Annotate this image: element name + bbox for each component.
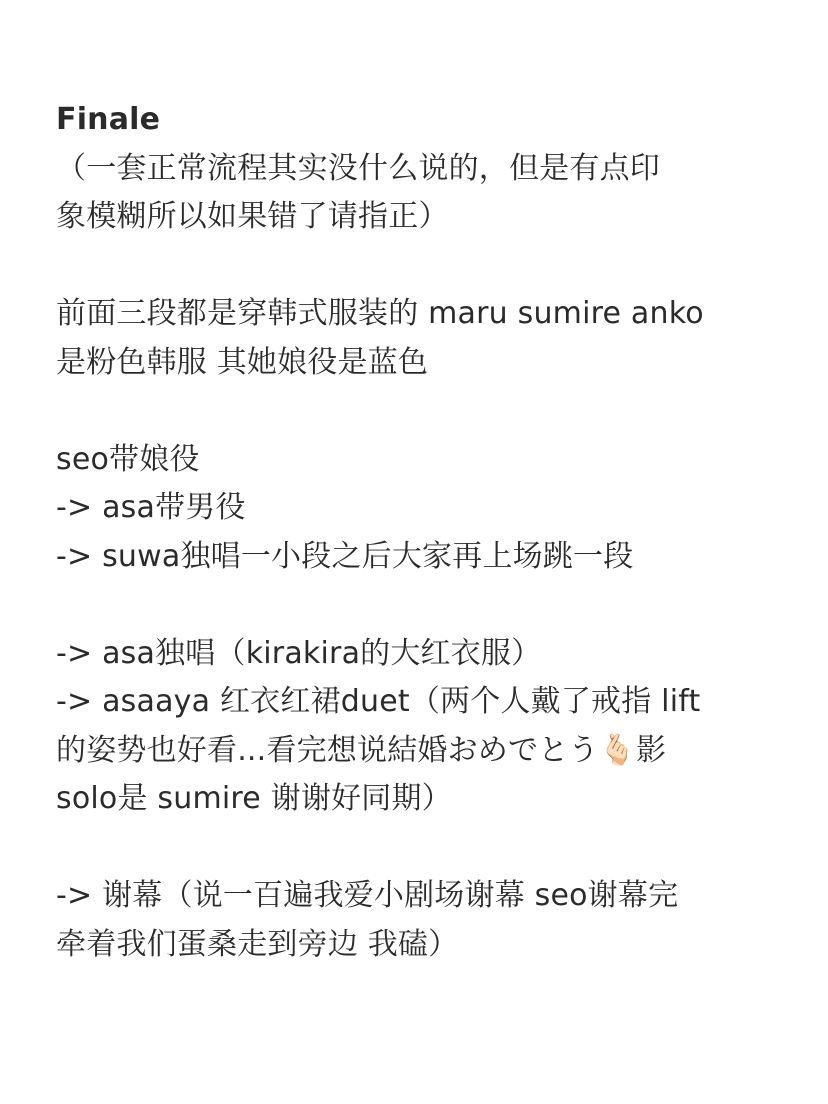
note-paragraph-costumes xyxy=(56,290,772,387)
note-body xyxy=(56,96,772,1018)
note-line: 前面三段都是穿韩式服装的 maru sumire anko xyxy=(56,296,704,331)
note-line: 的姿势也好看...看完想说結婚おめでとう🫰🏻影 xyxy=(56,732,667,768)
note-paragraph-sequence-1 xyxy=(56,436,772,582)
note-line: -> asa带男役 xyxy=(56,490,246,525)
note-line: -> 谢幕（说一百遍我爱小剧场谢幕 seo谢幕完 xyxy=(56,878,679,913)
note-line: 象模糊所以如果错了请指正） xyxy=(56,199,449,234)
note-paragraph-curtain-call xyxy=(56,872,772,969)
note-line: 是粉色韩服 其她娘役是蓝色 xyxy=(56,344,429,380)
note-line: -> asaaya 红衣红裙duet（两个人戴了戒指 lift xyxy=(56,684,701,719)
note-line: （一套正常流程其实没什么说的，但是有点印 xyxy=(56,150,660,186)
note-title: Finale xyxy=(56,102,161,137)
note-paragraph-intro xyxy=(56,145,772,242)
note-line: seo带娘役 xyxy=(56,441,200,477)
note-line: -> suwa独唱一小段之后大家再上场跳一段 xyxy=(56,538,634,574)
note-line: 牵着我们蛋桑走到旁边 我磕） xyxy=(56,926,459,962)
note-paragraph-sequence-2 xyxy=(56,630,772,824)
note-line: -> asa独唱（kirakira的大红衣服） xyxy=(56,635,542,671)
note-line: solo是 sumire 谢谢好同期） xyxy=(56,781,452,816)
